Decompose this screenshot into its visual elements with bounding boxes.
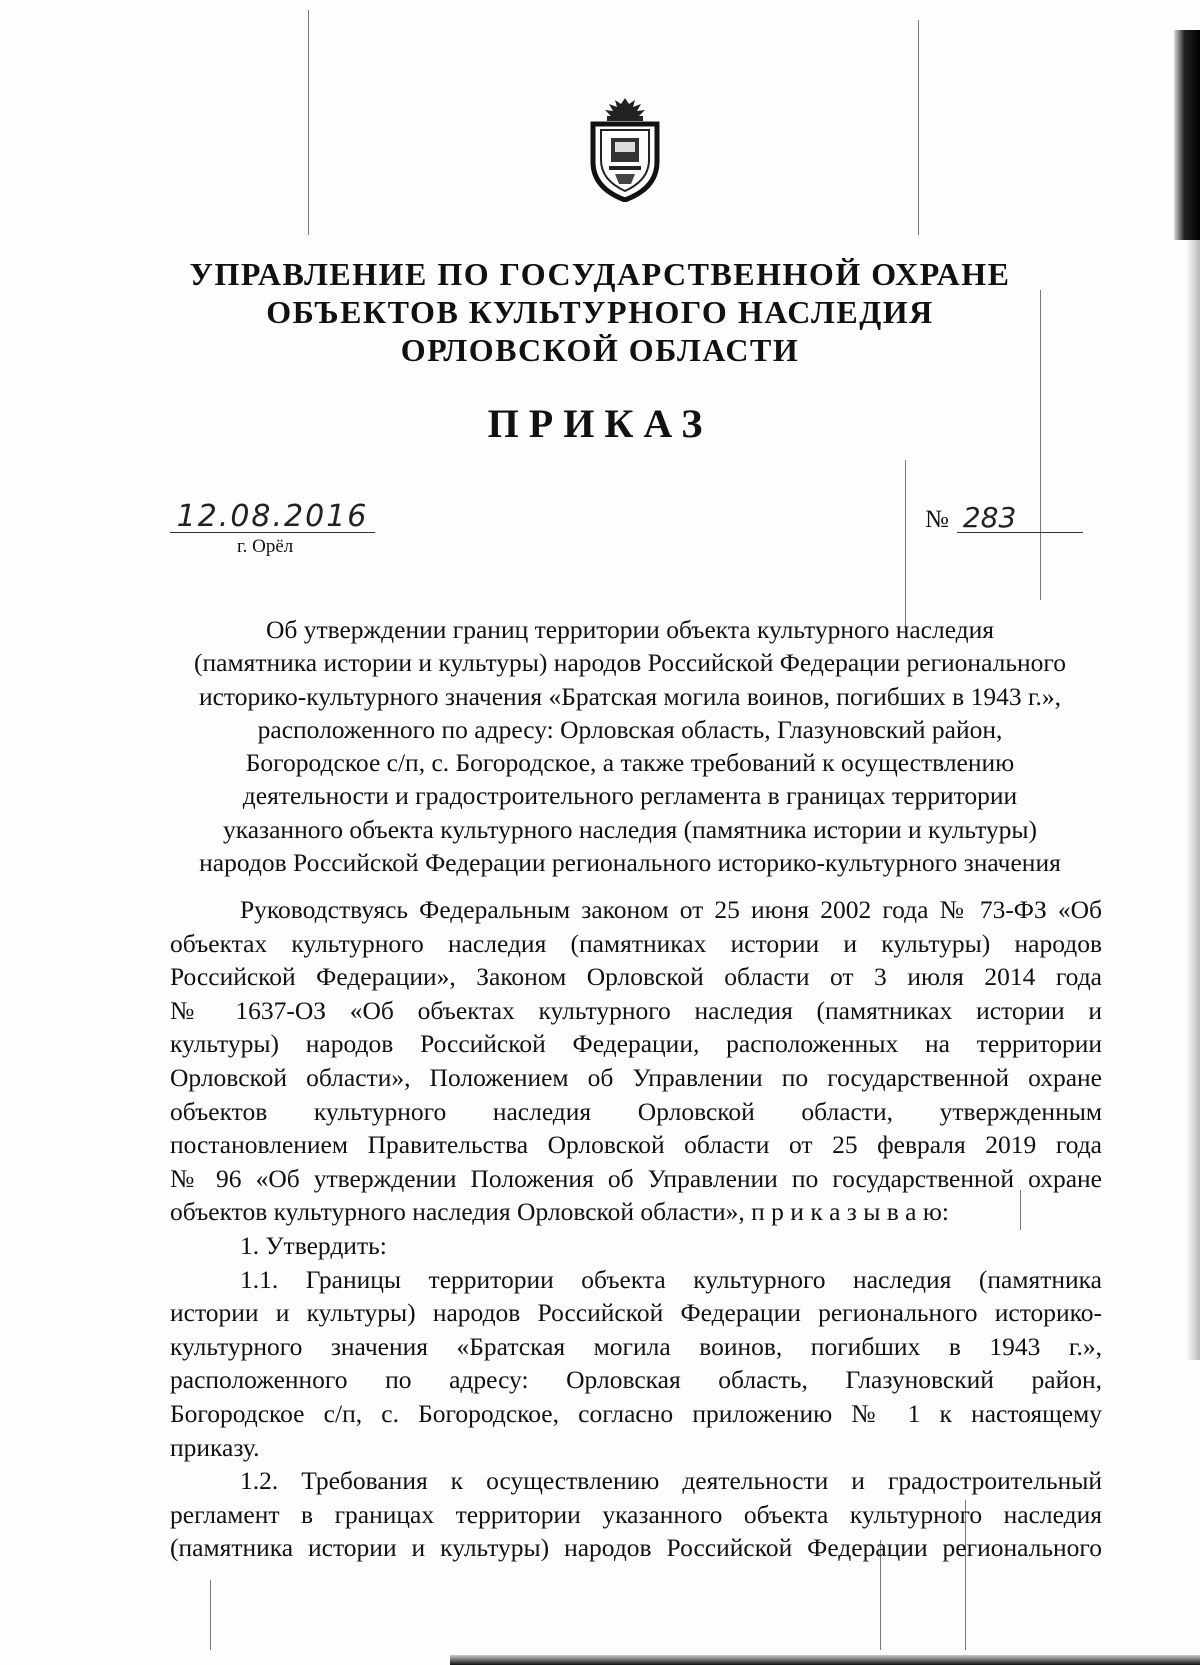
- subject-line: (памятника истории и культуры) народов Российской Федерации регионального: [194, 648, 1066, 678]
- scan-artifact-line: [905, 460, 906, 630]
- body-line: культурного значения «Братская могила воинов, погибших в 1943 г.»,: [170, 1331, 1102, 1361]
- subject-line: Богородское с/п, с. Богородское, а также требований к осуществлению: [245, 748, 1015, 778]
- subject-line: историко-культурного значения «Братская могила воинов, погибших в 1943 г.»,: [198, 681, 1062, 711]
- number-label: №: [925, 506, 949, 533]
- order-body: [170, 893, 1102, 1565]
- scan-artifact-line: [210, 1580, 211, 1650]
- body-line: приказу.: [170, 1432, 260, 1462]
- order-subject: [150, 613, 1110, 879]
- item-1-1-paragraph: [170, 1263, 1102, 1465]
- body-line: № 1637-ОЗ «Об объектах культурного наследия (памятниках истории и: [170, 995, 1102, 1025]
- subject-line: Об утверждении границ территории объекта культурного наследия: [265, 615, 995, 644]
- subject-line: деятельности и градостроительного регламента в границах территории: [242, 781, 1018, 811]
- body-line: Богородское с/п, с. Богородское, согласно приложению № 1 к настоящему: [170, 1398, 1102, 1428]
- subject-line: расположенного по адресу: Орловская область, Глазуновский район,: [257, 714, 1003, 744]
- order-number-block: [925, 501, 1083, 534]
- body-line: (памятника истории и культуры) народов Российской Федерации регионального: [170, 1533, 1102, 1563]
- scan-bottom-edge: [450, 1655, 1200, 1665]
- scan-dark-edge: [1174, 30, 1200, 240]
- item-1-2-paragraph: [170, 1464, 1102, 1565]
- item-1: 1. Утвердить:: [240, 1230, 387, 1260]
- scan-artifact-line: [308, 10, 309, 235]
- order-number: 283: [957, 504, 1083, 533]
- order-city: г. Орёл: [237, 536, 294, 557]
- body-line: объектах культурного наследия (памятниках истории и культуры) народов: [170, 928, 1102, 958]
- body-line: Орловской области», Положением об Управлении по государственной охране: [170, 1062, 1102, 1092]
- body-line: № 96 «Об утверждении Положения об Управлении по государственной охране: [170, 1163, 1102, 1193]
- order-date: 12.08.2016: [170, 502, 375, 533]
- body-line: расположенного по адресу: Орловская область, Глазуновский район,: [170, 1365, 1102, 1395]
- body-line: объектов культурного наследия Орловской области, утвержденным: [170, 1096, 1102, 1126]
- body-line: постановлением Правительства Орловской области от 25 февраля 2019 года: [170, 1130, 1102, 1160]
- body-line: истории и культуры) народов Российской Федерации регионального историко-: [170, 1298, 1102, 1328]
- document-type-title: ПРИКАЗ: [487, 401, 713, 446]
- org-line-1: УПРАВЛЕНИЕ ПО ГОСУДАРСТВЕННОЙ ОХРАНЕ: [189, 256, 1011, 292]
- coat-of-arms-icon: [585, 96, 665, 202]
- body-line: 1.2. Требования к осуществлению деятельности и градостроительный: [240, 1466, 1102, 1496]
- org-line-3: ОРЛОВСКОЙ ОБЛАСТИ: [400, 332, 800, 368]
- body-line: Руководствуясь Федеральным законом от 25 июня 2002 года № 73-ФЗ «Об: [240, 895, 1102, 924]
- body-line: регламент в границах территории указанного объекта культурного наследия: [170, 1499, 1102, 1529]
- scan-artifact-line: [918, 20, 919, 235]
- org-line-2: ОБЪЕКТОВ КУЛЬТУРНОГО НАСЛЕДИЯ: [266, 294, 934, 330]
- subject-line: народов Российской Федерации регионального историко-культурного значения: [199, 848, 1061, 878]
- subject-line: указанного объекта культурного наследия (памятника истории и культуры): [222, 814, 1038, 844]
- body-line: Российской Федерации», Законом Орловской области от 3 июля 2014 года: [170, 962, 1102, 992]
- body-line: культуры) народов Российской Федерации, расположенных на территории: [170, 1029, 1102, 1059]
- body-line: 1.1. Границы территории объекта культурного наследия (памятника: [240, 1264, 1102, 1294]
- preamble-paragraph: [170, 893, 1102, 1229]
- body-line: объектов культурного наследия Орловской области», п р и к а з ы в а ю:: [170, 1197, 949, 1227]
- organization-name: [0, 255, 1200, 369]
